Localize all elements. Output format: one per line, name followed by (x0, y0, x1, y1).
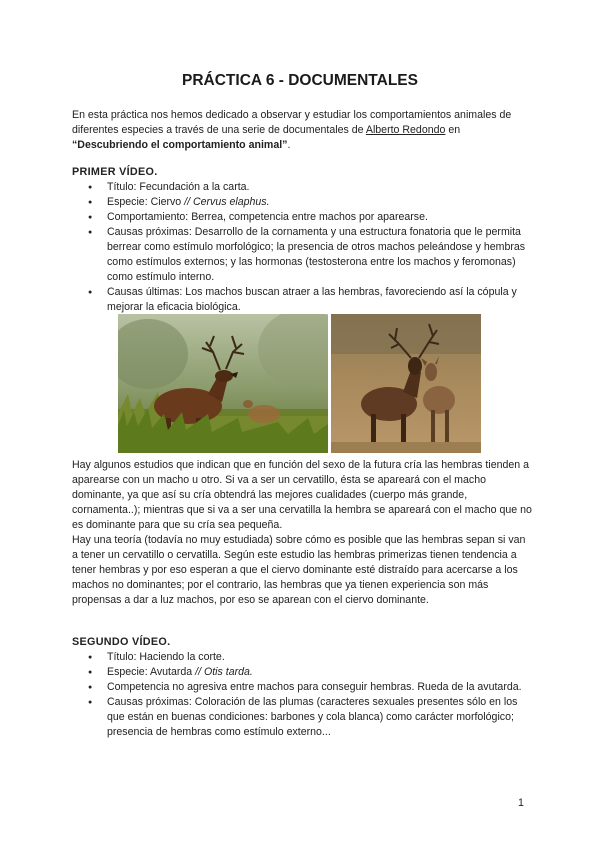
deer-photo-2 (331, 314, 481, 453)
list-item: ● Título: Fecundación a la carta. (72, 180, 532, 195)
video2-list (72, 650, 532, 740)
list-item: ● Especie: Ciervo // Cervus elaphus. (72, 195, 532, 210)
list-item: ● Título: Haciendo la corte. (72, 650, 532, 665)
paragraph-theory: Hay una teoría (todavía no muy estudiada) sobre cómo es posible que las hembras sepan si van a tener un cervatillo o cervatilla. Según este estudio las hembras primerizas tienen tendencia a tener hembras y por eso esperan a que el ciervo dominante esté distraído para acercarse a los machos no dominantes; por el contrario, las hembras que ya tienen experiencia son más propensas a dar a luz machos, por eso se aparean con el ciervo dominante. (72, 534, 526, 606)
intro-paragraph (72, 108, 532, 153)
list-item: ● Especie: Avutarda // Otis tarda. (72, 665, 532, 680)
list-item: ● Causas últimas: Los machos buscan atraer a las hembras, favoreciendo así la cópula y mejorar la eficacia biológica. (72, 285, 532, 315)
author-link: Alberto Redondo (365, 124, 446, 136)
video1-list (72, 180, 532, 315)
species-name: // Otis tarda. (195, 666, 253, 678)
deer-photo-1 (118, 314, 328, 453)
section-heading-video2: SEGUNDO VÍDEO. (72, 636, 171, 648)
intro-text: En esta práctica nos hemos dedicado a observar y estudiar los comportamientos animales de diferentes especies a través de una serie de documentales de (72, 109, 512, 136)
list-item: ● Causas próximas: Coloración de las plumas (caracteres sexuales presentes sólo en los que están en buenas condiciones: barbones y cola blanca) como carácter morfológico; presencia de hembras como estímulo externo... (72, 695, 532, 740)
deer-pair-image (331, 314, 481, 453)
intro-end: . (287, 139, 291, 151)
page-number: 1 (518, 797, 524, 809)
paragraph-sex-selection: Hay algunos estudios que indican que en función del sexo de la futura cría las hembras tienden a aparearse con un macho u otro. Si va a ser un cervatillo, ésta se apareará con el macho dominante, ya que así su cría obtendrá las mejores cualidades (cuerpo más grande, cornamenta..); mientras que si va a ser una cervatilla la hembra se apareará con el macho que no es dominante para que su cría sea pequeña. (72, 459, 532, 531)
deer-roaring-image (118, 314, 328, 453)
species-name: // Cervus elaphus. (184, 196, 270, 208)
section-heading-video1: PRIMER VÍDEO. (72, 166, 158, 178)
list-item: ● Causas próximas: Desarrollo de la cornamenta y una estructura fonatoria que le permita berrear como estímulo morfológico; la presencia de otros machos peleándose y hembras como estímulos externos; y las hormonas (testosterona entre los machos y feromonas) como estímulo interno. (72, 225, 532, 285)
page-title: PRÁCTICA 6 - DOCUMENTALES (182, 72, 418, 89)
intro-text-2: en (448, 124, 461, 136)
list-item: ● Comportamiento: Berrea, competencia entre machos por aparearse. (72, 210, 532, 225)
series-title: “Descubriendo el comportamiento animal” (72, 139, 288, 151)
list-item: ● Competencia no agresiva entre machos para conseguir hembras. Rueda de la avutarda. (72, 680, 532, 695)
